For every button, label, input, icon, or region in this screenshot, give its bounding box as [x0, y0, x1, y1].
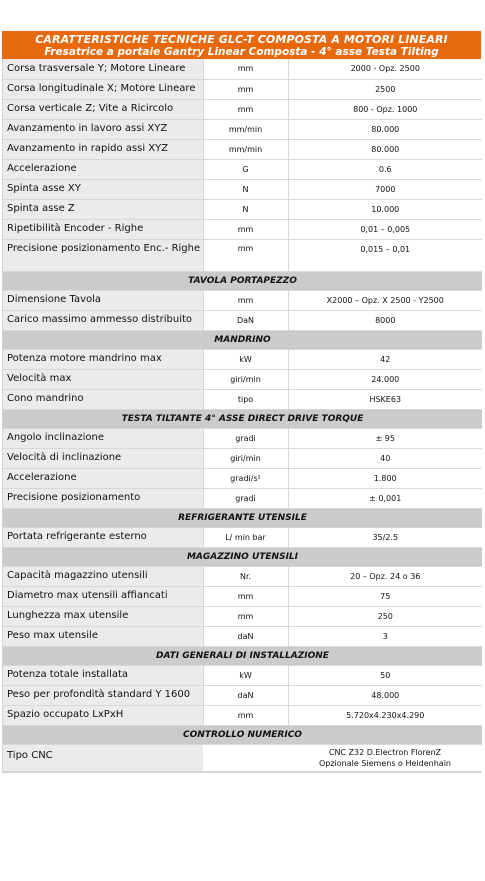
spec-value: 24.000 — [288, 369, 482, 389]
spec-value: 10.000 — [288, 199, 482, 219]
spec-row — [3, 239, 482, 271]
spec-label: Capacità magazzino utensili — [3, 566, 203, 586]
spec-row — [3, 59, 482, 79]
spec-row — [3, 428, 482, 448]
spec-value: 80.000 — [288, 119, 482, 139]
spec-value: 35/2.5 — [288, 527, 482, 547]
spec-unit: Nr. — [203, 566, 288, 586]
spec-label: Peso per profondità standard Y 1600 — [3, 685, 203, 705]
spec-value-line: CNC Z32 D.Electron FlorenZ — [328, 747, 442, 757]
spec-value: 40 — [288, 448, 482, 468]
section-heading — [3, 547, 482, 566]
spec-unit: mm — [203, 59, 288, 79]
spec-value — [288, 744, 482, 771]
spec-label: Spazio occupato LxPxH — [3, 705, 203, 725]
spec-value: 1.800 — [288, 468, 482, 488]
spec-row — [3, 310, 482, 330]
spec-unit: kW — [203, 665, 288, 685]
spec-unit: mm — [203, 705, 288, 725]
spec-row — [3, 99, 482, 119]
spec-row — [3, 586, 482, 606]
section-heading-text: REFRIGERANTE UTENSILE — [3, 508, 482, 527]
spec-unit: daN — [203, 626, 288, 646]
spec-unit — [203, 744, 288, 771]
spec-unit: mm — [203, 290, 288, 310]
spec-row — [3, 705, 482, 725]
spec-value: 0,015 – 0,01 — [288, 239, 482, 271]
spec-row — [3, 448, 482, 468]
spec-label: Peso max utensile — [3, 626, 203, 646]
spec-row — [3, 488, 482, 508]
section-heading — [3, 330, 482, 349]
spec-value: X2000 – Opz. X 2500 - Y2500 — [288, 290, 482, 310]
spec-row — [3, 566, 482, 586]
spec-unit: gradi/s² — [203, 468, 288, 488]
spec-label: Diametro max utensili affiancati — [3, 586, 203, 606]
spec-unit: mm/min — [203, 119, 288, 139]
spec-table-wrapper — [2, 59, 481, 773]
spec-header — [2, 31, 481, 59]
spec-value: ± 0,001 — [288, 488, 482, 508]
spec-value-line: Opzionale Siemens o Heidenhain — [318, 758, 451, 768]
spec-row — [3, 199, 482, 219]
spec-value: 250 — [288, 606, 482, 626]
spec-label: Ripetibilità Encoder - Righe — [3, 219, 203, 239]
spec-row — [3, 369, 482, 389]
spec-row — [3, 290, 482, 310]
spec-label: Lunghezza max utensile — [3, 606, 203, 626]
spec-label: Spinta asse XY — [3, 179, 203, 199]
spec-label: Corsa longitudinale X; Motore Lineare — [3, 79, 203, 99]
spec-unit: mm — [203, 586, 288, 606]
spec-label: Corsa verticale Z; Vite a Ricircolo — [3, 99, 203, 119]
spec-value: 80.000 — [288, 139, 482, 159]
spec-row — [3, 744, 482, 771]
spec-label: Portata refrigerante esterno — [3, 527, 203, 547]
spec-label: Potenza totale installata — [3, 665, 203, 685]
spec-label: Avanzamento in lavoro assi XYZ — [3, 119, 203, 139]
spec-label: Avanzamento in rapido assi XYZ — [3, 139, 203, 159]
spec-label: Spinta asse Z — [3, 199, 203, 219]
spec-row — [3, 219, 482, 239]
section-heading — [3, 508, 482, 527]
spec-unit: daN — [203, 685, 288, 705]
spec-unit: mm — [203, 99, 288, 119]
spec-row — [3, 349, 482, 369]
spec-unit: G — [203, 159, 288, 179]
spec-unit: N — [203, 179, 288, 199]
spec-value: 8000 — [288, 310, 482, 330]
spec-row — [3, 119, 482, 139]
spec-value: 20 – Opz. 24 o 36 — [288, 566, 482, 586]
spec-unit: gradi — [203, 428, 288, 448]
spec-unit: mm — [203, 606, 288, 626]
spec-unit: DaN — [203, 310, 288, 330]
spec-label: Tipo CNC — [3, 744, 203, 771]
section-heading — [3, 646, 482, 665]
spec-unit: N — [203, 199, 288, 219]
spec-unit: tipo — [203, 389, 288, 409]
spec-value: 75 — [288, 586, 482, 606]
spec-value: 5.720x4.230x4.290 — [288, 705, 482, 725]
spec-unit: giri/min — [203, 448, 288, 468]
spec-value: 0.6 — [288, 159, 482, 179]
spec-row — [3, 139, 482, 159]
spec-row — [3, 79, 482, 99]
spec-subtitle: Fresatrice a portale Gantry Linear Composta - 4° asse Testa Tilting — [44, 46, 439, 58]
spec-sheet — [2, 31, 481, 773]
section-heading — [3, 409, 482, 428]
spec-row — [3, 527, 482, 547]
spec-label: Potenza motore mandrino max — [3, 349, 203, 369]
spec-value: 2500 — [288, 79, 482, 99]
section-heading — [3, 271, 482, 290]
spec-label: Carico massimo ammesso distribuito — [3, 310, 203, 330]
spec-label: Velocità max — [3, 369, 203, 389]
spec-value: 50 — [288, 665, 482, 685]
spec-value: 0,01 – 0,005 — [288, 219, 482, 239]
spec-label: Precisione posizionamento — [3, 488, 203, 508]
spec-label: Corsa trasversale Y; Motore Lineare — [3, 59, 203, 79]
spec-value: 7000 — [288, 179, 482, 199]
spec-label: Velocità di inclinazione — [3, 448, 203, 468]
spec-row — [3, 389, 482, 409]
spec-unit: gradi — [203, 488, 288, 508]
spec-unit: kW — [203, 349, 288, 369]
spec-value: 800 - Opz. 1000 — [288, 99, 482, 119]
spec-title: CARATTERISTICHE TECNICHE GLC-T COMPOSTA A MOTORI LINEARI — [35, 33, 448, 46]
spec-label: Precisione posizionamento Enc.- Righe — [3, 239, 203, 271]
spec-unit: mm/min — [203, 139, 288, 159]
spec-label: Accelerazione — [3, 159, 203, 179]
section-heading-text: MANDRINO — [3, 330, 482, 349]
spec-table — [3, 59, 482, 772]
spec-value: ± 95 — [288, 428, 482, 448]
spec-value: HSKE63 — [288, 389, 482, 409]
section-heading-text: CONTROLLO NUMERICO — [3, 725, 482, 744]
spec-row — [3, 626, 482, 646]
spec-row — [3, 159, 482, 179]
spec-row — [3, 179, 482, 199]
section-heading-text: DATI GENERALI DI INSTALLAZIONE — [3, 646, 482, 665]
section-heading-text: TESTA TILTANTE 4° ASSE DIRECT DRIVE TORQUE — [3, 409, 482, 428]
spec-value: 48.000 — [288, 685, 482, 705]
spec-row — [3, 606, 482, 626]
spec-unit: L/ min bar — [203, 527, 288, 547]
spec-value: 3 — [288, 626, 482, 646]
spec-row — [3, 468, 482, 488]
spec-unit: mm — [203, 79, 288, 99]
section-heading-text: MAGAZZINO UTENSILI — [3, 547, 482, 566]
spec-unit: giri/min — [203, 369, 288, 389]
spec-row — [3, 685, 482, 705]
section-heading — [3, 725, 482, 744]
spec-unit: mm — [203, 219, 288, 239]
spec-label: Accelerazione — [3, 468, 203, 488]
spec-value: 42 — [288, 349, 482, 369]
spec-row — [3, 665, 482, 685]
spec-label: Angolo inclinazione — [3, 428, 203, 448]
section-heading-text: TAVOLA PORTAPEZZO — [3, 271, 482, 290]
spec-label: Dimensione Tavola — [3, 290, 203, 310]
spec-label: Cono mandrino — [3, 389, 203, 409]
spec-value: 2000 - Opz. 2500 — [288, 59, 482, 79]
spec-unit: mm — [203, 239, 288, 271]
